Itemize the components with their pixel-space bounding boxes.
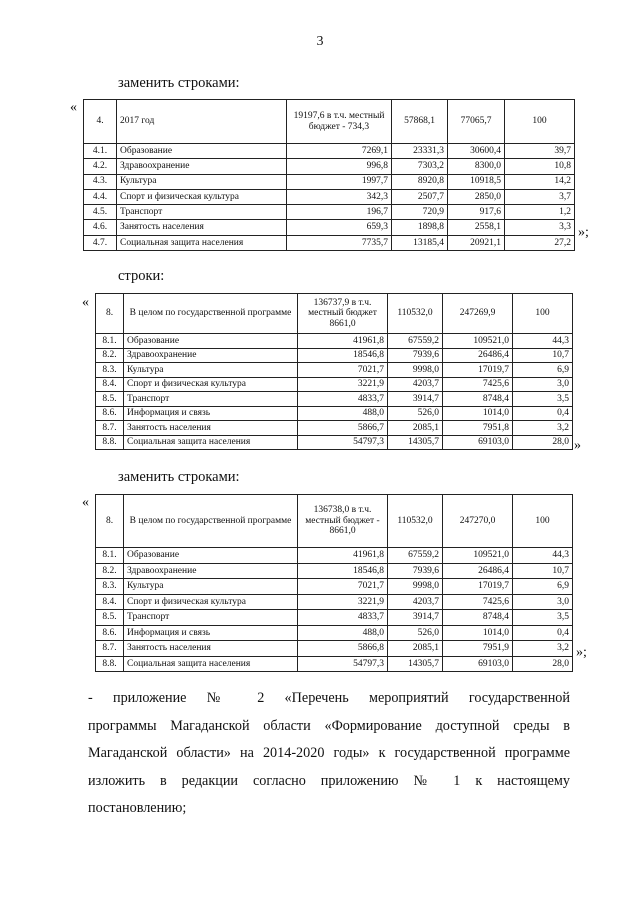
total-cell: 7425,6 <box>443 594 513 610</box>
table-row <box>84 189 575 204</box>
paragraph-line: изложить в редакции согласно приложению № 1 к настоящему <box>88 772 570 789</box>
total-cell: 247270,0 <box>443 495 513 548</box>
row-label-cell: Информация и связь <box>124 625 298 641</box>
section3-heading: заменить строками: <box>118 469 240 485</box>
total-cell: 69103,0 <box>443 656 513 672</box>
regional-budget-cell: 5866,8 <box>298 641 388 657</box>
row-number-cell: 4.2. <box>84 159 117 174</box>
percent-cell: 100 <box>505 100 575 144</box>
regional-budget-cell: 196,7 <box>287 205 392 220</box>
federal-budget-cell: 67559,2 <box>388 334 443 349</box>
federal-budget-cell: 4203,7 <box>388 377 443 392</box>
section1-heading: заменить строками: <box>118 75 240 91</box>
total-cell: 1014,0 <box>443 406 513 421</box>
regional-budget-cell: 996,8 <box>287 159 392 174</box>
regional-budget-cell: 1997,7 <box>287 174 392 189</box>
row-number-cell: 4.7. <box>84 235 117 250</box>
row-number-cell: 8.1. <box>96 334 124 349</box>
row-label-cell: Социальная защита населения <box>124 656 298 672</box>
percent-cell: 0,4 <box>513 625 573 641</box>
regional-budget-cell: 7021,7 <box>298 363 388 378</box>
section3-table <box>95 494 573 672</box>
table-row <box>96 563 573 579</box>
row-number-cell: 8.7. <box>96 421 124 436</box>
table-row <box>96 641 573 657</box>
row-label-cell: Занятость населения <box>124 421 298 436</box>
percent-cell: 0,4 <box>513 406 573 421</box>
row-number-cell: 8.8. <box>96 656 124 672</box>
total-cell: 10918,5 <box>448 174 505 189</box>
federal-budget-cell: 67559,2 <box>388 548 443 564</box>
regional-budget-cell: 54797,3 <box>298 656 388 672</box>
federal-budget-cell: 9998,0 <box>388 579 443 595</box>
percent-cell: 3,5 <box>513 392 573 407</box>
regional-budget-cell: 4833,7 <box>298 392 388 407</box>
row-label-cell: Культура <box>117 174 287 189</box>
row-label-cell: Культура <box>124 363 298 378</box>
total-cell: 917,6 <box>448 205 505 220</box>
row-label-cell: Социальная защита населения <box>117 235 287 250</box>
federal-budget-cell: 13185,4 <box>392 235 448 250</box>
percent-cell: 3,2 <box>513 641 573 657</box>
total-cell: 2558,1 <box>448 220 505 235</box>
row-label-cell: Транспорт <box>124 392 298 407</box>
regional-budget-cell: 659,3 <box>287 220 392 235</box>
federal-budget-cell: 7939,6 <box>388 563 443 579</box>
regional-budget-cell: 136737,9 в т.ч. местный бюджет 8661,0 <box>298 294 388 334</box>
section1-table <box>83 99 575 251</box>
regional-budget-cell: 3221,9 <box>298 377 388 392</box>
table-row <box>96 377 573 392</box>
regional-budget-cell: 41961,8 <box>298 548 388 564</box>
row-label-cell: Социальная защита населения <box>124 435 298 450</box>
table-row <box>84 220 575 235</box>
section3-close-text: »; <box>576 645 587 660</box>
total-cell: 247269,9 <box>443 294 513 334</box>
table-row <box>96 348 573 363</box>
percent-cell: 27,2 <box>505 235 575 250</box>
row-number-cell: 8.3. <box>96 363 124 378</box>
row-label-cell: В целом по государственной программе <box>124 495 298 548</box>
percent-cell: 10,7 <box>513 563 573 579</box>
row-number-cell: 8.5. <box>96 610 124 626</box>
row-label-cell: Культура <box>124 579 298 595</box>
paragraph-line: программы Магаданской области «Формирование доступной среды в <box>88 717 570 734</box>
paragraph-line: постановлению; <box>88 800 187 816</box>
percent-cell: 10,8 <box>505 159 575 174</box>
row-label-cell: Занятость населения <box>117 220 287 235</box>
percent-cell: 14,2 <box>505 174 575 189</box>
row-number-cell: 8.4. <box>96 594 124 610</box>
section2-close-text: » <box>574 438 581 453</box>
table-row <box>96 594 573 610</box>
row-label-cell: Образование <box>124 548 298 564</box>
row-number-cell: 8.3. <box>96 579 124 595</box>
row-number-cell: 4.5. <box>84 205 117 220</box>
total-cell: 30600,4 <box>448 144 505 159</box>
federal-budget-cell: 14305,7 <box>388 656 443 672</box>
regional-budget-cell: 41961,8 <box>298 334 388 349</box>
federal-budget-cell: 7939,6 <box>388 348 443 363</box>
federal-budget-cell: 2085,1 <box>388 641 443 657</box>
row-number-cell: 8.8. <box>96 435 124 450</box>
total-cell: 8300,0 <box>448 159 505 174</box>
row-number-cell: 4.4. <box>84 189 117 204</box>
table-row <box>96 548 573 564</box>
table-row <box>96 625 573 641</box>
row-label-cell: Спорт и физическая культура <box>117 189 287 204</box>
total-cell: 26486,4 <box>443 348 513 363</box>
federal-budget-cell: 2507,7 <box>392 189 448 204</box>
federal-budget-cell: 110532,0 <box>388 495 443 548</box>
row-label-cell: Занятость населения <box>124 641 298 657</box>
row-label-cell: В целом по государственной программе <box>124 294 298 334</box>
section2-open-quote: « <box>82 295 89 310</box>
row-number-cell: 8.2. <box>96 348 124 363</box>
row-number-cell: 8.7. <box>96 641 124 657</box>
federal-budget-cell: 8920,8 <box>392 174 448 189</box>
percent-cell: 3,5 <box>513 610 573 626</box>
percent-cell: 28,0 <box>513 656 573 672</box>
section1-open-quote: « <box>70 100 77 115</box>
regional-budget-cell: 342,3 <box>287 189 392 204</box>
federal-budget-cell: 1898,8 <box>392 220 448 235</box>
total-cell: 7951,8 <box>443 421 513 436</box>
table-row <box>96 421 573 436</box>
section3-open-quote: « <box>82 495 89 510</box>
row-label-cell: Спорт и физическая культура <box>124 594 298 610</box>
row-label-cell: Транспорт <box>124 610 298 626</box>
row-number-cell: 8. <box>96 294 124 334</box>
total-cell: 109521,0 <box>443 334 513 349</box>
percent-cell: 100 <box>513 495 573 548</box>
federal-budget-cell: 3914,7 <box>388 610 443 626</box>
row-number-cell: 4. <box>84 100 117 144</box>
federal-budget-cell: 7303,2 <box>392 159 448 174</box>
page-number: 3 <box>316 34 324 49</box>
regional-budget-cell: 7735,7 <box>287 235 392 250</box>
federal-budget-cell: 23331,3 <box>392 144 448 159</box>
row-label-cell: Информация и связь <box>124 406 298 421</box>
table-row <box>84 174 575 189</box>
row-number-cell: 4.1. <box>84 144 117 159</box>
table-row <box>96 392 573 407</box>
federal-budget-cell: 2085,1 <box>388 421 443 436</box>
percent-cell: 6,9 <box>513 579 573 595</box>
row-label-cell: Здравоохранение <box>124 563 298 579</box>
row-number-cell: 8.6. <box>96 625 124 641</box>
table-row <box>84 144 575 159</box>
percent-cell: 44,3 <box>513 548 573 564</box>
section2-heading: строки: <box>118 268 165 284</box>
table-row <box>84 205 575 220</box>
amendment-paragraph <box>88 685 570 823</box>
regional-budget-cell: 18546,8 <box>298 563 388 579</box>
row-label-cell: Образование <box>124 334 298 349</box>
regional-budget-cell: 136738,0 в т.ч. местный бюджет - 8661,0 <box>298 495 388 548</box>
paragraph-line: - приложение № 2 «Перечень мероприятий государственной <box>88 690 570 706</box>
row-label-cell: 2017 год <box>117 100 287 144</box>
percent-cell: 3,0 <box>513 594 573 610</box>
row-number-cell: 8.4. <box>96 377 124 392</box>
percent-cell: 3,2 <box>513 421 573 436</box>
row-label-cell: Транспорт <box>117 205 287 220</box>
table-row <box>96 406 573 421</box>
table-row <box>96 435 573 450</box>
row-number-cell: 4.6. <box>84 220 117 235</box>
row-label-cell: Спорт и физическая культура <box>124 377 298 392</box>
table-row <box>96 363 573 378</box>
regional-budget-cell: 19197,6 в т.ч. местный бюджет - 734,3 <box>287 100 392 144</box>
federal-budget-cell: 526,0 <box>388 625 443 641</box>
table-row <box>96 610 573 626</box>
table-header-row <box>96 495 573 548</box>
regional-budget-cell: 54797,3 <box>298 435 388 450</box>
total-cell: 17019,7 <box>443 363 513 378</box>
table-row <box>96 579 573 595</box>
table-row <box>96 656 573 672</box>
table-row <box>84 235 575 250</box>
total-cell: 109521,0 <box>443 548 513 564</box>
row-number-cell: 8.1. <box>96 548 124 564</box>
percent-cell: 10,7 <box>513 348 573 363</box>
row-number-cell: 8.6. <box>96 406 124 421</box>
table-row <box>96 334 573 349</box>
row-label-cell: Здравоохранение <box>124 348 298 363</box>
row-number-cell: 4.3. <box>84 174 117 189</box>
row-label-cell: Образование <box>117 144 287 159</box>
regional-budget-cell: 18546,8 <box>298 348 388 363</box>
federal-budget-cell: 4203,7 <box>388 594 443 610</box>
row-number-cell: 8. <box>96 495 124 548</box>
regional-budget-cell: 488,0 <box>298 406 388 421</box>
table-header-row <box>84 100 575 144</box>
total-cell: 8748,4 <box>443 610 513 626</box>
percent-cell: 100 <box>513 294 573 334</box>
regional-budget-cell: 3221,9 <box>298 594 388 610</box>
paragraph-line: Магаданской области» на 2014-2020 годы» к государственной программе <box>88 745 570 761</box>
federal-budget-cell: 110532,0 <box>388 294 443 334</box>
section2-table <box>95 293 573 450</box>
percent-cell: 39,7 <box>505 144 575 159</box>
percent-cell: 44,3 <box>513 334 573 349</box>
percent-cell: 3,7 <box>505 189 575 204</box>
row-number-cell: 8.5. <box>96 392 124 407</box>
federal-budget-cell: 720,9 <box>392 205 448 220</box>
total-cell: 69103,0 <box>443 435 513 450</box>
total-cell: 7425,6 <box>443 377 513 392</box>
percent-cell: 3,0 <box>513 377 573 392</box>
total-cell: 1014,0 <box>443 625 513 641</box>
regional-budget-cell: 4833,7 <box>298 610 388 626</box>
percent-cell: 3,3 <box>505 220 575 235</box>
row-number-cell: 8.2. <box>96 563 124 579</box>
total-cell: 26486,4 <box>443 563 513 579</box>
regional-budget-cell: 5866,7 <box>298 421 388 436</box>
percent-cell: 1,2 <box>505 205 575 220</box>
total-cell: 8748,4 <box>443 392 513 407</box>
percent-cell: 28,0 <box>513 435 573 450</box>
total-cell: 20921,1 <box>448 235 505 250</box>
federal-budget-cell: 3914,7 <box>388 392 443 407</box>
row-label-cell: Здравоохранение <box>117 159 287 174</box>
federal-budget-cell: 57868,1 <box>392 100 448 144</box>
total-cell: 2850,0 <box>448 189 505 204</box>
total-cell: 7951,9 <box>443 641 513 657</box>
percent-cell: 6,9 <box>513 363 573 378</box>
regional-budget-cell: 488,0 <box>298 625 388 641</box>
regional-budget-cell: 7269,1 <box>287 144 392 159</box>
table-row <box>84 159 575 174</box>
section1-close-text: »; <box>578 225 589 240</box>
regional-budget-cell: 7021,7 <box>298 579 388 595</box>
federal-budget-cell: 526,0 <box>388 406 443 421</box>
federal-budget-cell: 9998,0 <box>388 363 443 378</box>
table-header-row <box>96 294 573 334</box>
federal-budget-cell: 14305,7 <box>388 435 443 450</box>
total-cell: 17019,7 <box>443 579 513 595</box>
total-cell: 77065,7 <box>448 100 505 144</box>
